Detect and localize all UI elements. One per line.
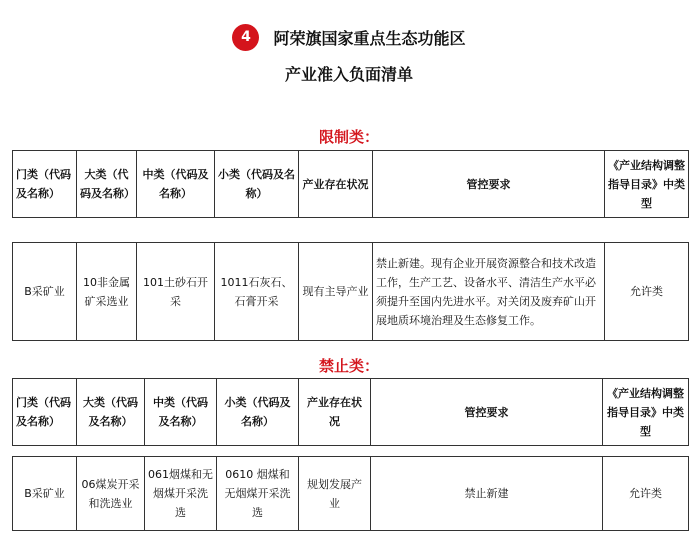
col-header-status: 产业存在状况 bbox=[299, 379, 371, 446]
restricted-header-table bbox=[12, 150, 689, 218]
cell-category: B采矿业 bbox=[13, 457, 77, 531]
prohibited-section-title: 禁止类： bbox=[318, 357, 379, 375]
number-badge: 4 bbox=[232, 24, 259, 51]
col-header-control: 管控要求 bbox=[371, 379, 603, 446]
table-row bbox=[13, 457, 689, 531]
prohibited-data-table bbox=[12, 456, 689, 531]
col-header-major: 大类（代码及名称） bbox=[77, 151, 137, 218]
cell-category: B采矿业 bbox=[13, 243, 77, 341]
col-header-status: 产业存在状况 bbox=[299, 151, 373, 218]
cell-type: 允许类 bbox=[603, 457, 689, 531]
title-row bbox=[0, 22, 698, 52]
document-header bbox=[0, 22, 698, 85]
col-header-category: 门类（代码及名称） bbox=[13, 379, 77, 446]
cell-medium: 061烟煤和无烟煤开采洗选 bbox=[145, 457, 217, 531]
cell-major: 06煤炭开采和洗选业 bbox=[77, 457, 145, 531]
table-header-row bbox=[13, 379, 689, 446]
col-header-minor: 小类（代码及名称） bbox=[217, 379, 299, 446]
cell-status: 现有主导产业 bbox=[299, 243, 373, 341]
restricted-section-title: 限制类： bbox=[318, 128, 379, 146]
col-header-medium: 中类（代码及名称） bbox=[145, 379, 217, 446]
document-title: 阿荣旗国家重点生态功能区 bbox=[273, 28, 466, 48]
cell-control: 禁止新建。现有企业开展资源整合和技术改造工作，生产工艺、设备水平、清洁生产水平必须提升至国内先进水平。对关闭及废弃矿山开展地质环境治理及生态修复工作。 bbox=[373, 243, 605, 341]
cell-major: 10非金属矿采选业 bbox=[77, 243, 137, 341]
table-header-row bbox=[13, 151, 689, 218]
cell-minor: 0610 烟煤和无烟煤开采洗选 bbox=[217, 457, 299, 531]
cell-type: 允许类 bbox=[605, 243, 689, 341]
col-header-medium: 中类（代码及名称） bbox=[137, 151, 215, 218]
restricted-data-table bbox=[12, 242, 689, 341]
table-row bbox=[13, 243, 689, 341]
col-header-category: 门类（代码及名称） bbox=[13, 151, 77, 218]
prohibited-header-table bbox=[12, 378, 689, 446]
cell-control: 禁止新建 bbox=[371, 457, 603, 531]
document-subtitle: 产业准入负面清单 bbox=[284, 65, 413, 84]
cell-status: 规划发展产业 bbox=[299, 457, 371, 531]
col-header-type: 《产业结构调整指导目录》中类型 bbox=[605, 151, 689, 218]
col-header-control: 管控要求 bbox=[373, 151, 605, 218]
col-header-major: 大类（代码及名称） bbox=[77, 379, 145, 446]
cell-medium: 101土砂石开采 bbox=[137, 243, 215, 341]
col-header-type: 《产业结构调整指导目录》中类型 bbox=[603, 379, 689, 446]
cell-minor: 1011石灰石、石膏开采 bbox=[215, 243, 299, 341]
col-header-minor: 小类（代码及名称） bbox=[215, 151, 299, 218]
